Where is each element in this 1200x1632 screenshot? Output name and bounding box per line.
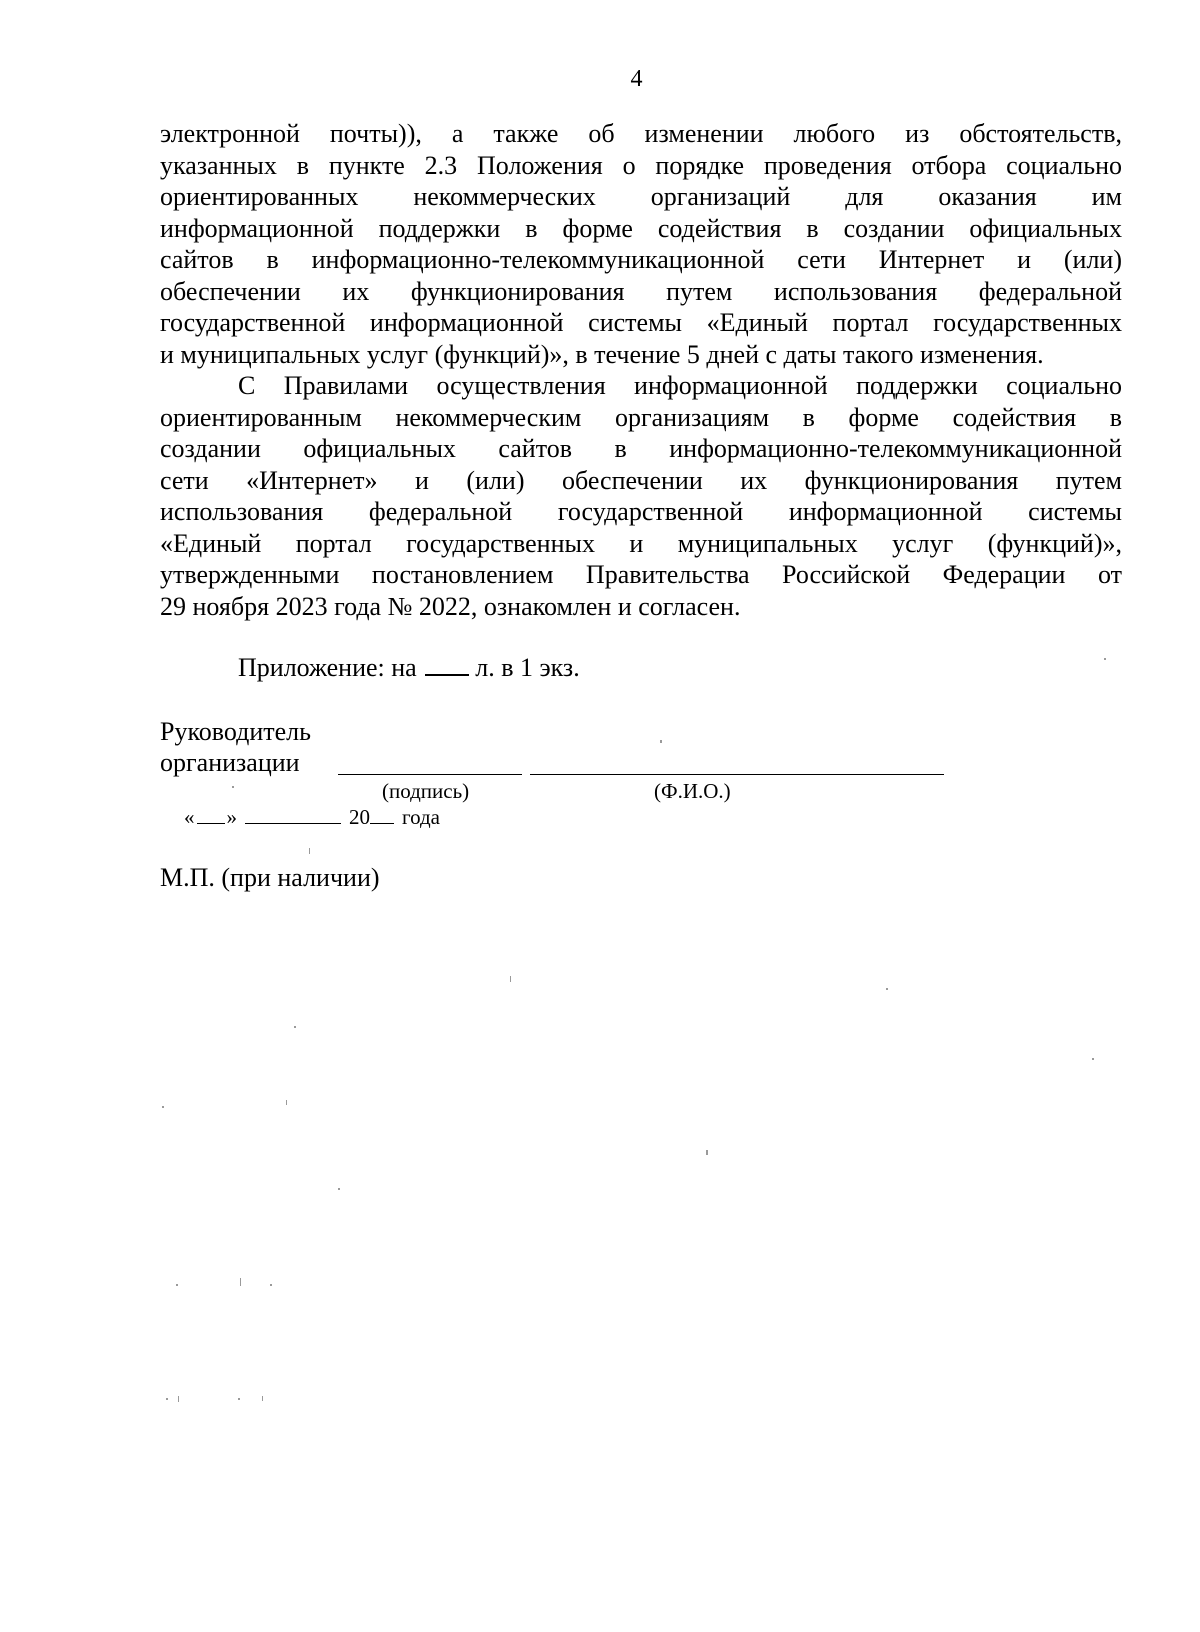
fio-caption: (Ф.И.О.) xyxy=(654,779,731,803)
signature-caption: (подпись) xyxy=(382,779,470,803)
scan-speck xyxy=(240,1278,241,1286)
text-line: указанных в пункте 2.3 Положения о порядке проведения отбора социально xyxy=(160,150,1122,180)
signer-role-line-2: организации xyxy=(160,748,300,777)
day-blank xyxy=(197,805,225,824)
scan-speck xyxy=(706,1150,708,1155)
text-line: «Единый портал государственных и муниципальных услуг (функций)», xyxy=(160,528,1122,558)
paragraph-rules-acknowledgement xyxy=(160,370,1122,622)
text-line: ориентированных некоммерческих организаций для оказания им xyxy=(160,182,1122,211)
scan-speck xyxy=(886,988,888,990)
text-line: электронной почты)), а также об изменении любого из обстоятельств, xyxy=(160,119,1122,148)
scan-speck xyxy=(270,1284,272,1286)
text-line: создании официальных сайтов в информационно-телекоммуникационной xyxy=(160,434,1122,463)
scan-speck xyxy=(338,1188,340,1190)
scan-speck xyxy=(1104,658,1106,660)
month-blank xyxy=(245,805,341,824)
date-close-quote: » xyxy=(226,805,237,829)
fio-blank-line xyxy=(530,774,944,775)
scan-speck xyxy=(1092,1058,1094,1060)
text-line: утвержденными постановлением Правительства Российской Федерации от xyxy=(160,560,1122,589)
scan-speck xyxy=(294,1026,296,1028)
scan-speck xyxy=(178,1396,179,1402)
appendix-note xyxy=(238,652,580,684)
text-line: сайтов в информационно-телекоммуникационной сети Интернет и (или) xyxy=(160,245,1122,274)
signature-blank-line xyxy=(338,774,522,775)
scan-speck xyxy=(162,1106,164,1108)
scan-speck xyxy=(660,740,662,743)
page-number: 4 xyxy=(630,66,643,92)
scan-speck xyxy=(166,1398,168,1400)
text-line: обеспечении их функционирования путем использования федеральной xyxy=(160,276,1122,306)
signer-role-line-1: Руководитель xyxy=(160,717,311,746)
scan-speck xyxy=(286,1100,287,1105)
appendix-pages-blank xyxy=(425,652,469,676)
appendix-suffix: л. в 1 экз. xyxy=(475,653,580,682)
text-line: использования федеральной государственной информационной системы xyxy=(160,497,1122,526)
paragraph-consent-notice xyxy=(160,118,1122,370)
year-blank xyxy=(370,805,394,824)
scan-speck xyxy=(238,1398,240,1400)
scan-speck xyxy=(309,848,310,854)
text-line: ориентированным некоммерческим организациям в форме содействия в xyxy=(160,402,1122,432)
date-row xyxy=(184,803,440,831)
scan-speck xyxy=(232,786,234,788)
scan-speck xyxy=(262,1396,263,1401)
year-suffix: года xyxy=(402,805,440,829)
text-line: и муниципальных услуг (функций)», в течение 5 дней с даты такого изменения. xyxy=(160,339,1044,369)
scan-speck xyxy=(176,1284,178,1286)
year-prefix: 20 xyxy=(349,805,370,829)
text-line: информационной поддержки в форме содействия в создании официальных xyxy=(160,213,1122,243)
text-line: государственной информационной системы «Единый портал государственных xyxy=(160,308,1122,337)
text-line: 29 ноября 2023 года № 2022, ознакомлен и согласен. xyxy=(160,591,741,621)
date-open-quote: « xyxy=(184,805,195,829)
scan-speck xyxy=(510,976,511,982)
text-line: С Правилами осуществления информационной поддержки социально xyxy=(238,371,1122,400)
text-line: сети «Интернет» и (или) обеспечении их функционирования путем xyxy=(160,465,1122,495)
appendix-prefix: Приложение: на xyxy=(238,653,417,682)
stamp-place-label: М.П. (при наличии) xyxy=(160,863,380,892)
